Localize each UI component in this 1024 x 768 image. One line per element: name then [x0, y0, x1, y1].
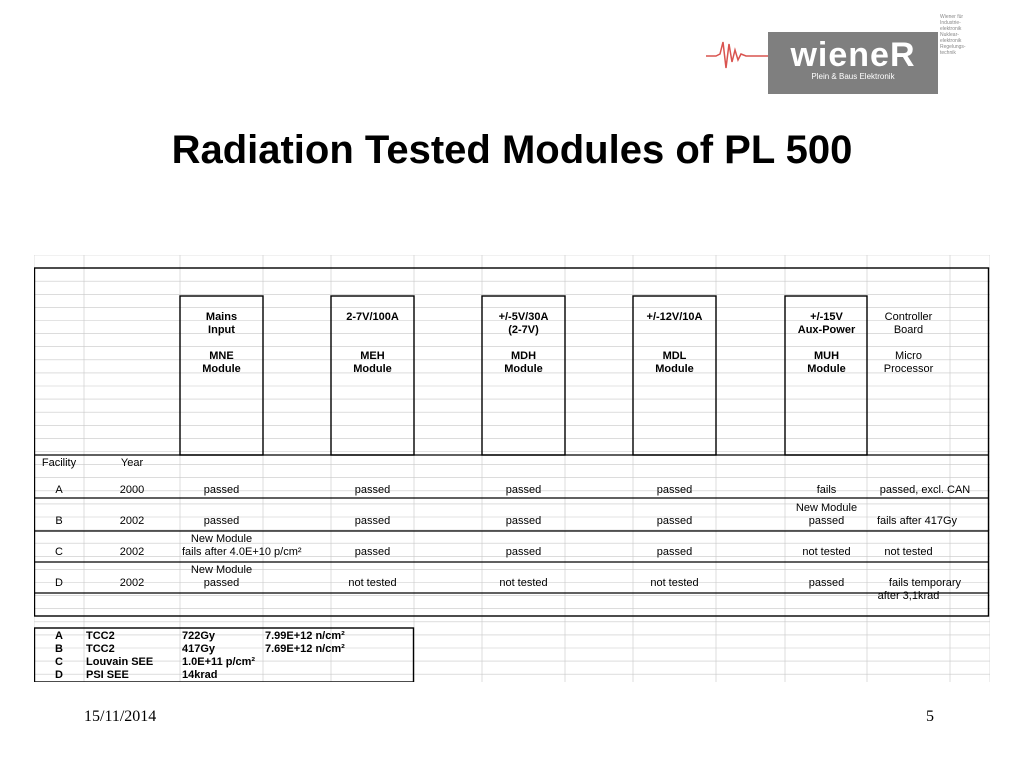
- row-a-muh: fails: [816, 484, 837, 496]
- row-c-ctrl: not tested: [884, 546, 933, 558]
- logo-side-line: Industrie-: [940, 20, 961, 26]
- module-header-ctrl-line3: Micro: [895, 350, 922, 362]
- footer-date: 15/11/2014: [84, 708, 157, 725]
- legend-c-site: Louvain SEE: [86, 656, 154, 668]
- module-header-mdl-line4: Module: [655, 363, 694, 375]
- row-d-mdl: not tested: [650, 577, 699, 589]
- module-header-ctrl-line2: Board: [893, 324, 924, 336]
- row-d-facility: D: [55, 577, 63, 589]
- legend-b-id: B: [55, 643, 63, 655]
- row-d-muh: passed: [808, 577, 845, 589]
- row-d-mne-note: New Module: [190, 564, 253, 576]
- module-header-mne-line4: Module: [202, 363, 241, 375]
- module-header-muh-line2: Aux-Power: [797, 324, 856, 336]
- legend-a-site: TCC2: [86, 630, 115, 642]
- row-b-muh: passed: [808, 515, 845, 527]
- year-header: Year: [120, 457, 144, 469]
- logo-side-text: [940, 14, 986, 98]
- legend-a-dose: 722Gy: [182, 630, 216, 642]
- module-header-mne-line2: Input: [208, 324, 235, 336]
- logo-side-line: Nuklear-: [940, 32, 959, 38]
- module-header-mdh-line3: MDH: [510, 350, 537, 362]
- legend-b-dose: 417Gy: [182, 643, 216, 655]
- row-a-meh: passed: [354, 484, 391, 496]
- radiation-table: [34, 255, 990, 682]
- module-header-mdh-line4: Module: [504, 363, 543, 375]
- row-d-meh: not tested: [348, 577, 397, 589]
- legend-b-site: TCC2: [86, 643, 115, 655]
- row-d-mdh: not tested: [499, 577, 548, 589]
- logo-side-line: technik: [940, 50, 956, 56]
- logo-side-line: elektronik: [940, 38, 962, 44]
- logo-wordmark: wieneR: [790, 36, 916, 74]
- row-b-mdh: passed: [505, 515, 542, 527]
- module-header-mne-line1: Mains: [205, 311, 238, 323]
- module-header-muh-line4: Module: [807, 363, 846, 375]
- row-c-meh: passed: [354, 546, 391, 558]
- row-b-meh: passed: [354, 515, 391, 527]
- row-b-muh-note: New Module: [795, 502, 858, 514]
- logo-subtitle: Plein & Baus Elektronik: [811, 72, 895, 81]
- module-header-muh-line3: MUH: [813, 350, 840, 362]
- row-b-year: 2002: [119, 515, 145, 527]
- module-header-mdh-line2: (2-7V): [508, 324, 539, 336]
- row-c-mne: fails after 4.0E+10 p/cm²: [182, 546, 302, 558]
- module-header-meh-line3: MEH: [360, 350, 385, 362]
- legend-c-dose: 1.0E+11 p/cm²: [182, 656, 256, 668]
- legend-a-id: A: [55, 630, 63, 642]
- row-a-facility: A: [55, 484, 63, 496]
- module-header-meh-line1: 2-7V/100A: [346, 311, 399, 323]
- module-header-ctrl-line4: Processor: [883, 363, 934, 375]
- row-d-ctrl: fails temporary: [888, 577, 962, 589]
- module-header-ctrl-line1: Controller: [884, 311, 933, 323]
- module-header-mdh-line1: +/-5V/30A: [498, 311, 549, 323]
- module-header-mdl-line3: MDL: [662, 350, 687, 362]
- row-a-ctrl: passed, excl. CAN: [879, 484, 971, 496]
- row-a-year: 2000: [119, 484, 145, 496]
- row-c-mdl: passed: [656, 546, 693, 558]
- module-header-mne-line3: MNE: [209, 350, 234, 362]
- row-a-mdh: passed: [505, 484, 542, 496]
- row-a-mne: passed: [203, 484, 240, 496]
- logo-side-line: Regelungs-: [940, 44, 966, 50]
- row-b-ctrl: fails after 417Gy: [876, 515, 958, 527]
- wiener-logo: [706, 14, 986, 100]
- module-header-meh-line4: Module: [353, 363, 392, 375]
- row-c-mne-note: New Module: [190, 533, 253, 545]
- row-b-mne: passed: [203, 515, 240, 527]
- legend-a-fluence: 7.99E+12 n/cm²: [265, 630, 345, 642]
- legend-c-id: C: [55, 656, 63, 668]
- row-b-mdl: passed: [656, 515, 693, 527]
- row-b-facility: B: [55, 515, 63, 527]
- page-number: 5: [926, 708, 934, 725]
- logo-side-line: elektronik: [940, 26, 962, 32]
- row-d-mne: passed: [203, 577, 240, 589]
- facility-header: Facility: [41, 457, 77, 469]
- module-header-muh-line1: +/-15V: [810, 311, 843, 323]
- legend-b-fluence: 7.69E+12 n/cm²: [265, 643, 345, 655]
- row-c-facility: C: [55, 546, 63, 558]
- legend-d-id: D: [55, 669, 63, 681]
- row-a-mdl: passed: [656, 484, 693, 496]
- module-header-mdl-line1: +/-12V/10A: [646, 311, 703, 323]
- pulse-icon: [706, 14, 776, 84]
- legend-d-site: PSI SEE: [86, 669, 129, 681]
- row-d-year: 2002: [119, 577, 145, 589]
- row-c-year: 2002: [119, 546, 145, 558]
- row-c-muh: not tested: [802, 546, 851, 558]
- legend-d-dose: 14krad: [182, 669, 218, 681]
- logo-side-line: Wiener für: [940, 14, 964, 20]
- row-d-ctrl-2: after 3,1krad: [877, 590, 940, 602]
- page-title: Radiation Tested Modules of PL 500: [171, 128, 853, 172]
- row-c-mdh: passed: [505, 546, 542, 558]
